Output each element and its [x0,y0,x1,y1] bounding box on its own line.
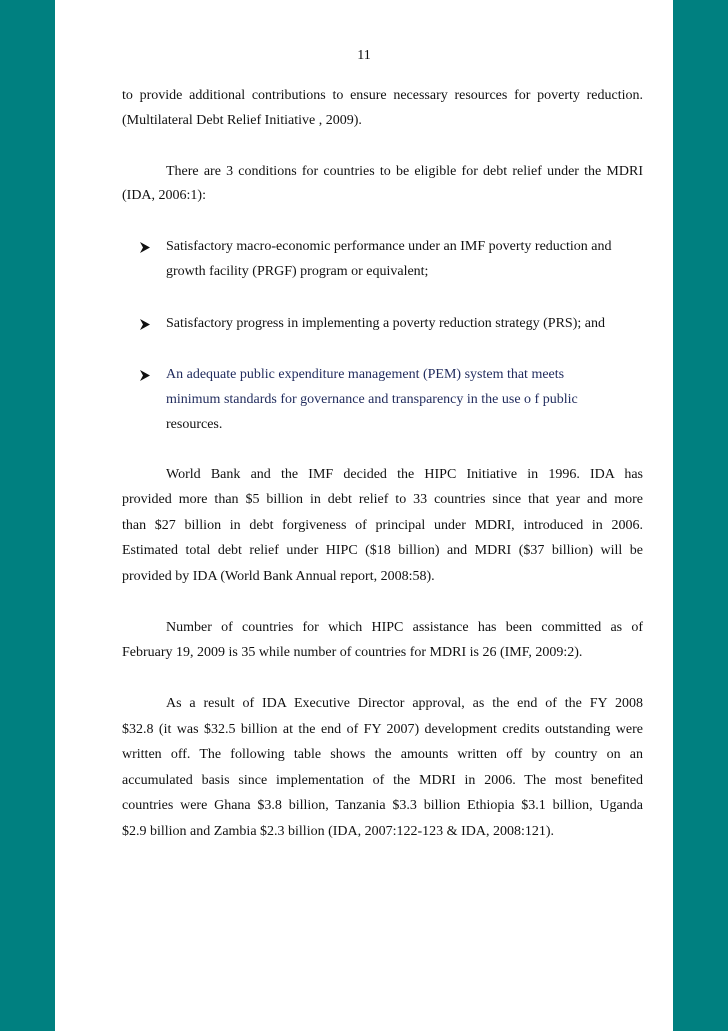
bullet-1-line-2: growth facility (PRGF) program or equivalent; [166,264,429,279]
para5-line-4: accumulated basis since implementation of the MDRI in 2006. The most benefited [122,773,643,788]
para4-line-1: Number of countries for which HIPC assistance has been committed as of [166,620,643,635]
para3-line-2: provided more than $5 billion in debt relief to 33 countries since that year and more [122,492,643,507]
para1-line-1: to provide additional contributions to ensure necessary resources for poverty reduction. [122,88,643,103]
bullet-1-line-1: Satisfactory macro-economic performance under an IMF poverty reduction and [166,239,612,254]
para5-line-6: $2.9 billion and Zambia $2.3 billion (IDA, 2007:122-123 & IDA, 2008:121). [122,824,555,839]
left-teal-band [0,0,55,1031]
right-teal-band [673,0,728,1031]
bullet-3-line-2: minimum standards for governance and transparency in the use o f public [166,392,578,407]
para5-line-2: $32.8 (it was $32.5 billion at the end of FY 2007) development credits outstanding were [122,722,643,737]
para5-line-1: As a result of IDA Executive Director approval, as the end of the FY 2008 [166,696,643,711]
para3-line-4: Estimated total debt relief under HIPC ($18 billion) and MDRI ($37 billion) will be [122,543,643,558]
bullet-2-line-1: Satisfactory progress in implementing a poverty reduction strategy (PRS); and [166,316,605,331]
para1-line-2: (Multilateral Debt Relief Initiative , 2009). [122,113,362,128]
para3-line-1: World Bank and the IMF decided the HIPC Initiative in 1996. IDA has [166,467,643,482]
para2-line-2: (IDA, 2006:1): [122,188,206,203]
arrowhead-bullet-icon [139,238,155,256]
para3-line-3: than $27 billion in debt forgiveness of principal under MDRI, introduced in 2006. [122,518,643,533]
para4-line-2: February 19, 2009 is 35 while number of countries for MDRI is 26 (IMF, 2009:2). [122,645,583,660]
para2-line-1: There are 3 conditions for countries to be eligible for debt relief under the MDRI [166,164,643,179]
arrowhead-bullet-icon [139,315,155,333]
bullet-3-line-1: An adequate public expenditure management (PEM) system that meets [166,367,565,382]
para5-line-3: written off. The following table shows the amounts written off by country on an [122,747,643,762]
arrowhead-bullet-icon [139,366,155,384]
bullet-3-line-3: resources. [166,417,223,432]
para3-line-5: provided by IDA (World Bank Annual report, 2008:58). [122,569,435,584]
para5-line-5: countries were Ghana $3.8 billion, Tanzania $3.3 billion Ethiopia $3.1 billion, Uganda [122,798,643,813]
page-number: 11 [357,48,371,63]
